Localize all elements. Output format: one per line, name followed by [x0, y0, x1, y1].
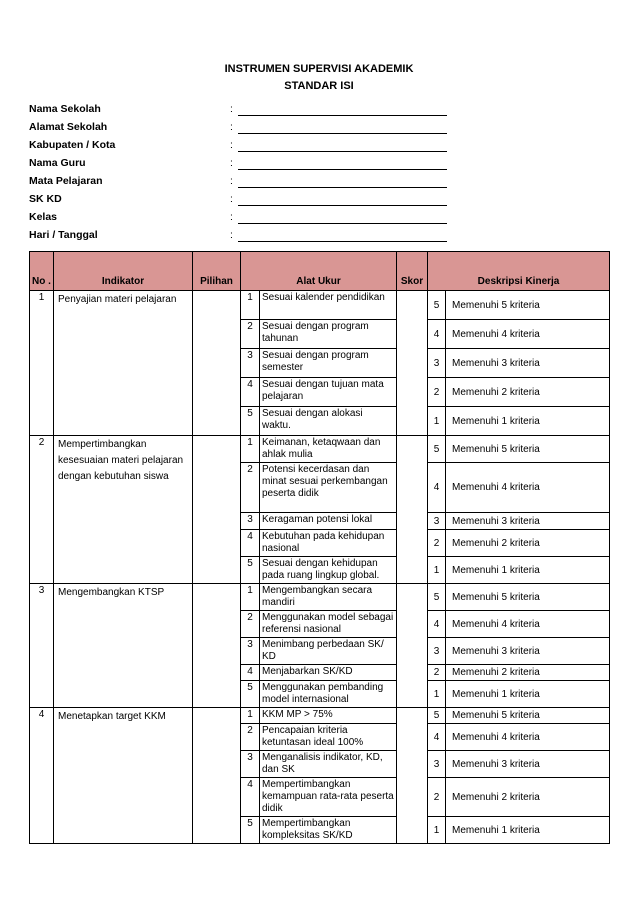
desc-text: Memenuhi 5 kriteria [446, 436, 610, 463]
desc-score: 3 [428, 638, 446, 665]
identity-row [29, 121, 449, 136]
identity-label: SK KD [29, 193, 62, 205]
tool-number: 3 [241, 513, 260, 530]
tool-text: Pencapaian kriteria ketuntasan ideal 100% [260, 724, 397, 751]
desc-score: 2 [428, 378, 446, 407]
tool-text: Sesuai kalender pendidikan [260, 291, 397, 320]
tool-text: Sesuai dengan tujuan mata pelajaran [260, 378, 397, 407]
identity-colon: : [230, 157, 233, 169]
table-row [30, 436, 610, 463]
desc-text: Memenuhi 3 kriteria [446, 638, 610, 665]
tool-number: 5 [241, 681, 260, 708]
row-number: 2 [30, 436, 54, 584]
desc-score: 5 [428, 291, 446, 320]
tool-number: 1 [241, 708, 260, 724]
tool-number: 5 [241, 817, 260, 844]
header-pilihan: Pilihan [193, 252, 241, 291]
skor-cell[interactable] [397, 708, 428, 844]
identity-label: Alamat Sekolah [29, 121, 108, 133]
identity-fill-line[interactable] [238, 223, 447, 224]
identity-label: Mata Pelajaran [29, 175, 103, 187]
tool-number: 2 [241, 611, 260, 638]
identity-colon: : [230, 103, 233, 115]
tool-text: Sesuai dengan kehidupan pada ruang lingkup global. [260, 557, 397, 584]
indicator-cell: Penyajian materi pelajaran [54, 291, 193, 436]
desc-score: 2 [428, 778, 446, 817]
desc-text: Memenuhi 4 kriteria [446, 320, 610, 349]
desc-score: 1 [428, 817, 446, 844]
identity-label: Kelas [29, 211, 58, 223]
header-alat-ukur: Alat Ukur [241, 252, 397, 291]
desc-score: 1 [428, 681, 446, 708]
row-number: 4 [30, 708, 54, 844]
desc-text: Memenuhi 1 kriteria [446, 681, 610, 708]
tool-number: 2 [241, 320, 260, 349]
tool-number: 4 [241, 665, 260, 681]
desc-score: 5 [428, 708, 446, 724]
desc-text: Memenuhi 4 kriteria [446, 611, 610, 638]
tool-number: 4 [241, 530, 260, 557]
desc-score: 1 [428, 407, 446, 436]
desc-text: Memenuhi 1 kriteria [446, 557, 610, 584]
desc-text: Memenuhi 2 kriteria [446, 665, 610, 681]
identity-row [29, 229, 449, 244]
identity-label: Hari / Tanggal [29, 229, 98, 241]
identity-row [29, 157, 449, 172]
identity-fill-line[interactable] [238, 205, 447, 206]
desc-text: Memenuhi 3 kriteria [446, 349, 610, 378]
tool-text: Mempertimbangkan kompleksitas SK/KD [260, 817, 397, 844]
desc-text: Memenuhi 5 kriteria [446, 708, 610, 724]
desc-text: Memenuhi 5 kriteria [446, 291, 610, 320]
tool-text: Menjabarkan SK/KD [260, 665, 397, 681]
tool-text: Mempertimbangkan kemampuan rata-rata peserta didik [260, 778, 397, 817]
identity-label: Kabupaten / Kota [29, 139, 116, 151]
tool-number: 3 [241, 349, 260, 378]
desc-score: 3 [428, 751, 446, 778]
tool-number: 3 [241, 638, 260, 665]
identity-colon: : [230, 211, 233, 223]
tool-number: 5 [241, 557, 260, 584]
header-deskripsi: Deskripsi Kinerja [428, 252, 610, 291]
tool-number: 4 [241, 378, 260, 407]
identity-row [29, 193, 449, 208]
identity-row [29, 211, 449, 226]
tool-number: 1 [241, 291, 260, 320]
pilihan-cell[interactable] [193, 708, 241, 844]
indicator-cell: Menetapkan target KKM [54, 708, 193, 844]
tool-number: 1 [241, 584, 260, 611]
skor-cell[interactable] [397, 291, 428, 436]
table-row [30, 708, 610, 724]
desc-score: 3 [428, 513, 446, 530]
tool-text: Potensi kecerdasan dan minat sesuai perkembangan peserta didik [260, 463, 397, 513]
desc-score: 4 [428, 724, 446, 751]
tool-text: Kebutuhan pada kehidupan nasional [260, 530, 397, 557]
desc-score: 5 [428, 436, 446, 463]
identity-fill-line[interactable] [238, 115, 447, 116]
identity-colon: : [230, 139, 233, 151]
table-row [30, 584, 610, 611]
pilihan-cell[interactable] [193, 291, 241, 436]
row-number: 1 [30, 291, 54, 436]
identity-colon: : [230, 175, 233, 187]
indicator-cell: Mengembangkan KTSP [54, 584, 193, 708]
tool-number: 2 [241, 724, 260, 751]
desc-text: Memenuhi 2 kriteria [446, 530, 610, 557]
tool-number: 4 [241, 778, 260, 817]
desc-score: 2 [428, 530, 446, 557]
desc-score: 3 [428, 349, 446, 378]
identity-fill-line[interactable] [238, 169, 447, 170]
tool-text: Menggunakan pembanding model internasional [260, 681, 397, 708]
table-row [30, 291, 610, 320]
identity-label: Nama Guru [29, 157, 86, 169]
desc-score: 1 [428, 557, 446, 584]
desc-text: Memenuhi 5 kriteria [446, 584, 610, 611]
tool-text: Keimanan, ketaqwaan dan ahlak mulia [260, 436, 397, 463]
desc-score: 4 [428, 463, 446, 513]
header-no: No . [30, 252, 54, 291]
desc-text: Memenuhi 4 kriteria [446, 724, 610, 751]
identity-row [29, 139, 449, 154]
header-indikator: Indikator [54, 252, 193, 291]
tool-text: Keragaman potensi lokal [260, 513, 397, 530]
tool-number: 3 [241, 751, 260, 778]
desc-score: 5 [428, 584, 446, 611]
identity-colon: : [230, 229, 233, 241]
tool-text: Mengembangkan secara mandiri [260, 584, 397, 611]
identity-fill-line[interactable] [238, 241, 447, 242]
tool-number: 1 [241, 436, 260, 463]
tool-number: 5 [241, 407, 260, 436]
row-number: 3 [30, 584, 54, 708]
document-title: INSTRUMEN SUPERVISI AKADEMIK [224, 63, 414, 75]
desc-text: Memenuhi 1 kriteria [446, 817, 610, 844]
desc-text: Memenuhi 4 kriteria [446, 463, 610, 513]
table-header-row [30, 252, 610, 291]
desc-score: 2 [428, 665, 446, 681]
identity-colon: : [230, 121, 233, 133]
tool-number: 2 [241, 463, 260, 513]
desc-text: Memenuhi 3 kriteria [446, 751, 610, 778]
indicator-cell: Mempertimbangkan kesesuaian materi pelajaran dengan kebutuhan siswa [54, 436, 193, 584]
pilihan-cell[interactable] [193, 436, 241, 584]
identity-label: Nama Sekolah [29, 103, 101, 115]
header-skor: Skor [397, 252, 428, 291]
tool-text: Menggunakan model sebagai referensi nasional [260, 611, 397, 638]
pilihan-cell[interactable] [193, 584, 241, 708]
identity-fill-line[interactable] [238, 187, 447, 188]
identity-fill-line[interactable] [238, 151, 447, 152]
supervision-table [29, 251, 610, 844]
skor-cell[interactable] [397, 436, 428, 584]
desc-text: Memenuhi 1 kriteria [446, 407, 610, 436]
identity-row [29, 175, 449, 190]
identity-colon: : [230, 193, 233, 205]
document-subtitle: STANDAR ISI [284, 80, 354, 92]
desc-score: 4 [428, 320, 446, 349]
identity-row [29, 103, 449, 118]
desc-text: Memenuhi 2 kriteria [446, 778, 610, 817]
desc-text: Memenuhi 3 kriteria [446, 513, 610, 530]
identity-fill-line[interactable] [238, 133, 447, 134]
tool-text: Sesuai dengan program tahunan [260, 320, 397, 349]
tool-text: Sesuai dengan program semester [260, 349, 397, 378]
skor-cell[interactable] [397, 584, 428, 708]
tool-text: Menganalisis indikator, KD, dan SK [260, 751, 397, 778]
tool-text: Menimbang perbedaan SK/ KD [260, 638, 397, 665]
desc-text: Memenuhi 2 kriteria [446, 378, 610, 407]
tool-text: Sesuai dengan alokasi waktu. [260, 407, 397, 436]
desc-score: 4 [428, 611, 446, 638]
tool-text: KKM MP > 75% [260, 708, 397, 724]
